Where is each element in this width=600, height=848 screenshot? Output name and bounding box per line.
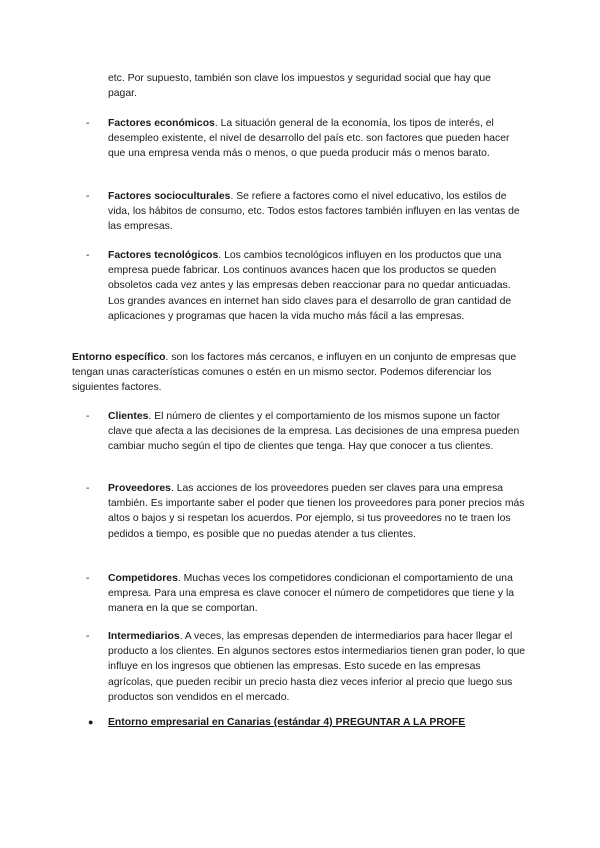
dash-marker: -: [86, 250, 90, 261]
list-item-text: [108, 409, 526, 455]
item-body: . Los cambios tecnológicos influyen en los productos que una empresa puede fabricar. Los continuos avances hacen que los productos se queden obsoletos cada vez antes y las empresas deben reaccionar para no quedar anticuadas. Los grandes avances en internet han sido claves para el desarrollo de gran cantidad de aplicaciones y programas que hacen la vida mucho más fácil a las empresas.: [108, 250, 512, 322]
specific-environment-paragraph: [72, 350, 532, 396]
item-title: Factores socioculturales: [108, 191, 231, 202]
continuation-text: etc. Por supuesto, también son clave los impuestos y seguridad social que hay que pagar.: [108, 73, 491, 100]
list-item-text: [108, 189, 526, 235]
dash-marker: -: [86, 191, 90, 202]
dash-marker: -: [86, 411, 90, 422]
item-title: Intermediarios: [108, 631, 180, 642]
dash-marker: -: [86, 573, 90, 584]
dash-marker: -: [86, 118, 90, 129]
list-item-text: [108, 481, 526, 542]
item-title: Proveedores: [108, 483, 171, 494]
item-title: Clientes: [108, 411, 149, 422]
section-heading: Entorno empresarial en Canarias (estándar 4) PREGUNTAR A LA PROFE: [108, 717, 466, 728]
item-title: Factores tecnológicos: [108, 250, 219, 261]
dash-marker: -: [86, 483, 90, 494]
item-body: . A veces, las empresas dependen de intermediarios para hacer llegar el producto a los clientes. En algunos sectores estos intermediarios tienen gran poder, lo que influye en los ingresos que obtienen las empresas. Esto sucede en las empresas agrícolas, que pueden recibir un precio hasta diez veces inferior al precio que luego sus productos son vendidos en el mercado.: [108, 631, 526, 703]
item-body: . Las acciones de los proveedores pueden ser claves para una empresa también. Es importante saber el poder que tienen los proveedores para poner precios más altos o bajos y si respetan los acuerdos. Por ejemplo, si tus proveedores no te traen los pedidos a tiempo, es posible que no puedas atender a tus clientes.: [108, 483, 525, 540]
bullet-icon: ●: [88, 717, 94, 727]
list-item-text: [108, 571, 526, 617]
paragraph-title: Entorno específico: [72, 352, 166, 363]
dash-marker: -: [86, 631, 90, 642]
paragraph-body: . son los factores más cercanos, e influyen en un conjunto de empresas que tengan unas características comunes o estén en un mismo sector. Podemos diferenciar los siguientes factores.: [72, 352, 517, 394]
item-title: Competidores: [108, 573, 178, 584]
list-item-text: [108, 248, 526, 324]
item-body: . Muchas veces los competidores condicionan el comportamiento de una empresa. Para una empresa es clave conocer el número de competidores que tiene y la manera en la que se comportan.: [108, 573, 515, 615]
list-item-text: [108, 116, 526, 162]
list-item-text: [108, 629, 526, 705]
item-body: . La situación general de la economía, los tipos de interés, el desempleo existente, el nivel de desarrollo del país etc. son factores que pueden hacer que una empresa venda más o menos, o que pueda producir más o menos barato.: [108, 118, 510, 160]
item-title: Factores económicos: [108, 118, 215, 129]
item-body: . Se refiere a factores como el nivel educativo, los estilos de vida, los hábitos de consumo, etc. Todos estos factores también influyen en las ventas de las empresas.: [108, 191, 520, 233]
item-body: . El número de clientes y el comportamiento de los mismos supone un factor clave que afecta a las decisiones de la empresa. Las decisiones de una empresa pueden cambiar mucho según el tipo de clientes que tenga. Hay que conocer a tus clientes.: [108, 411, 520, 453]
